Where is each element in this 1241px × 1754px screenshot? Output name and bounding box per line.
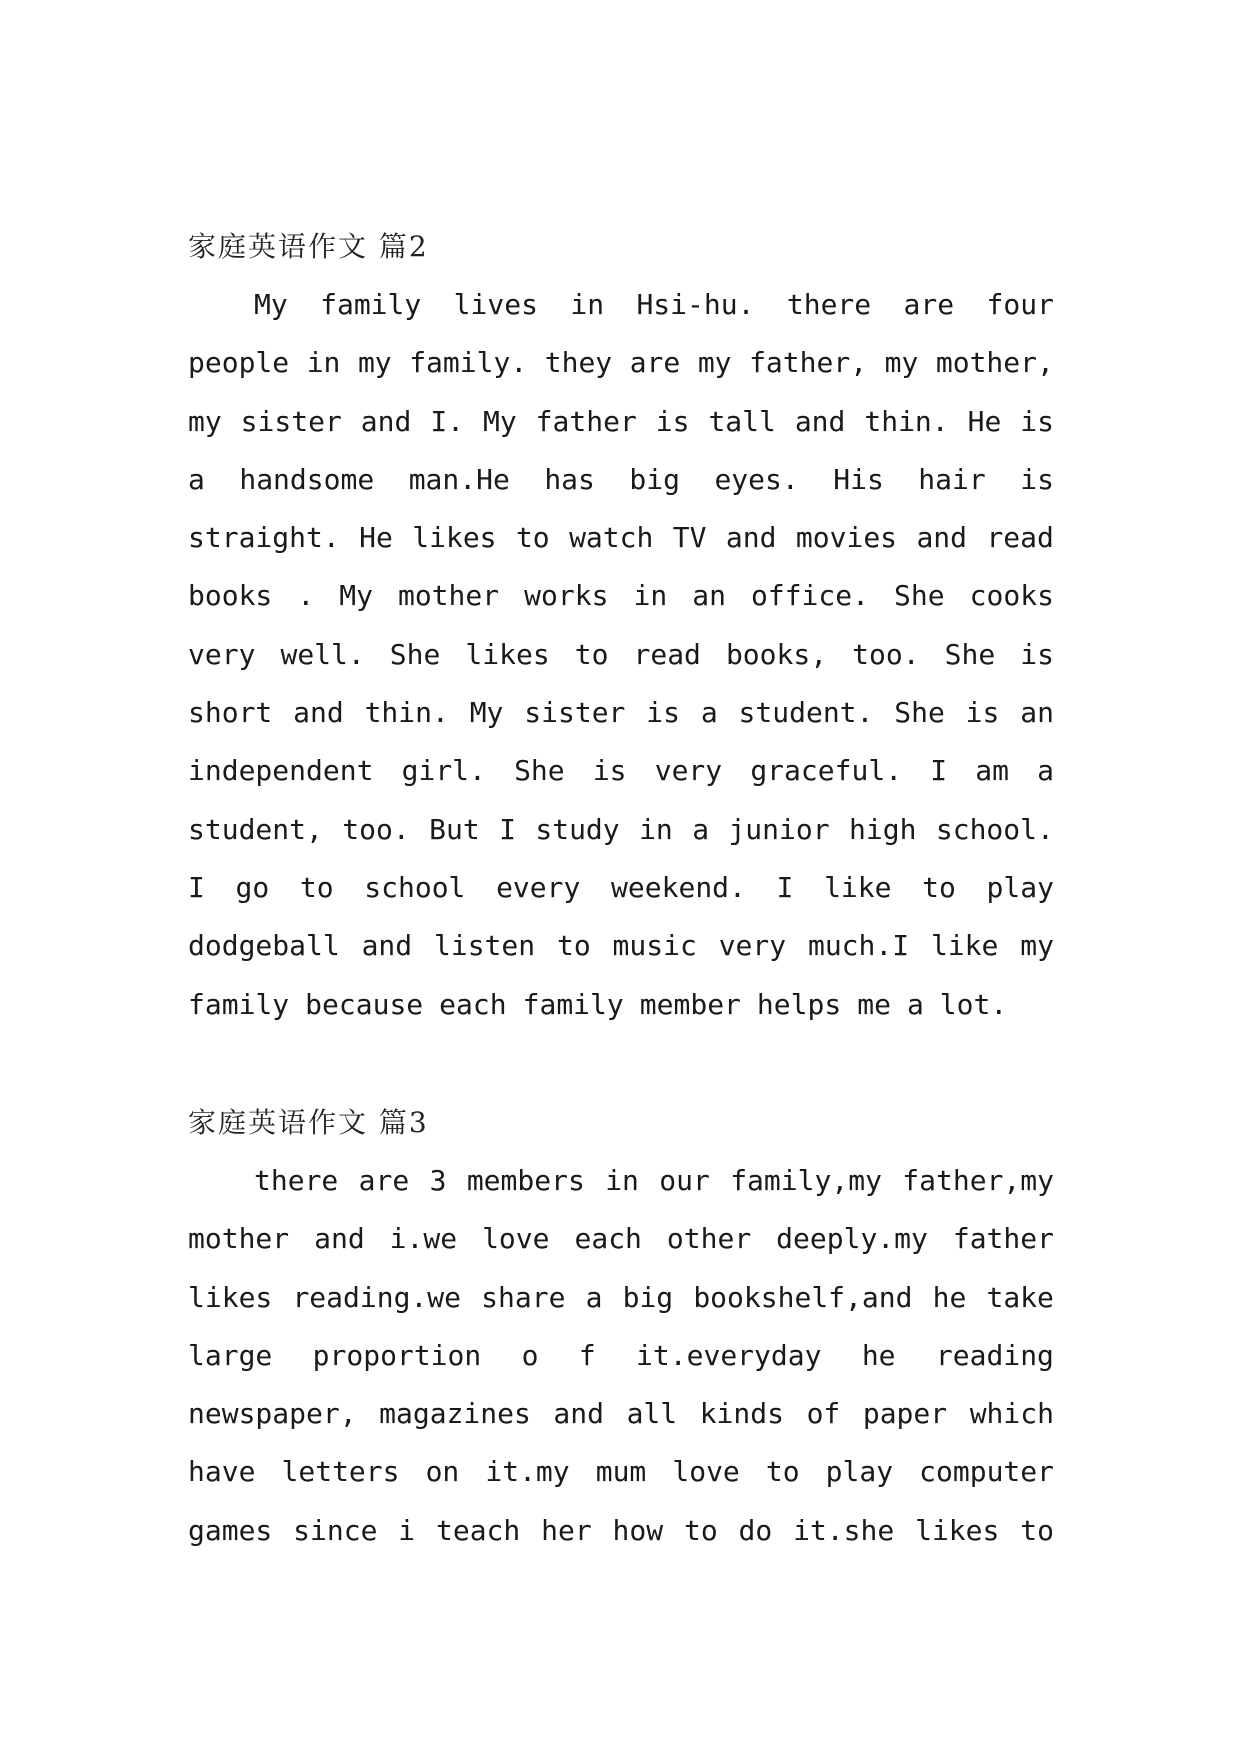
- word: family.: [409, 346, 528, 380]
- word: to: [574, 637, 609, 671]
- word: TV: [672, 521, 707, 555]
- word: very: [188, 637, 256, 671]
- word: mother,: [935, 346, 1054, 380]
- essay-section-3: [188, 1094, 1054, 1560]
- word: likes: [412, 521, 497, 555]
- word: too.: [852, 637, 920, 671]
- word: read: [633, 637, 701, 671]
- word: newspaper,: [188, 1397, 357, 1431]
- word: and: [361, 929, 413, 963]
- word: he: [861, 1338, 896, 1372]
- word: an: [692, 579, 726, 613]
- word: independent: [188, 754, 374, 788]
- word: it.my: [485, 1455, 570, 1489]
- word: large: [188, 1338, 273, 1372]
- paragraph-line: [188, 334, 1054, 392]
- word: I: [776, 870, 794, 904]
- word: in: [633, 579, 668, 613]
- word: lives: [453, 288, 538, 321]
- word: family: [522, 987, 624, 1021]
- word: and: [553, 1397, 604, 1431]
- word: much.I: [807, 929, 910, 963]
- word: because: [305, 987, 424, 1021]
- word: to: [556, 929, 591, 963]
- word: to: [683, 1513, 718, 1547]
- paragraph-line: [188, 859, 1054, 917]
- word: family: [320, 288, 422, 321]
- word: each: [574, 1222, 642, 1256]
- paragraph-line: [188, 1385, 1054, 1443]
- word: She: [389, 637, 441, 671]
- word: have: [188, 1455, 256, 1489]
- word: cooks: [969, 579, 1054, 613]
- word: sister: [240, 404, 342, 438]
- word: likes: [188, 1280, 273, 1314]
- word: each: [439, 987, 507, 1021]
- word: and: [360, 404, 412, 438]
- word: I: [930, 754, 948, 788]
- word: love: [482, 1222, 550, 1256]
- word: a: [585, 1280, 603, 1314]
- word: has: [544, 462, 595, 496]
- word: to: [922, 870, 956, 904]
- word: every: [496, 870, 581, 904]
- word: listen: [433, 929, 536, 963]
- word: in: [639, 812, 673, 846]
- word: to: [765, 1455, 800, 1489]
- word: likes: [465, 637, 550, 671]
- word: are: [903, 288, 955, 321]
- word: She: [944, 637, 996, 671]
- word: is: [965, 696, 1000, 730]
- word: me: [857, 987, 891, 1021]
- word: like: [930, 929, 999, 963]
- word: very: [654, 754, 723, 788]
- word: my: [697, 346, 732, 380]
- word: sister: [524, 696, 626, 730]
- word: to: [299, 870, 334, 904]
- word: my: [188, 404, 222, 438]
- word: it.she: [793, 1513, 895, 1547]
- word: school.: [935, 812, 1054, 846]
- word: My: [339, 579, 373, 613]
- word: an: [1020, 696, 1054, 730]
- word: is: [1020, 462, 1054, 496]
- word: a: [188, 462, 205, 496]
- word: and: [293, 696, 344, 730]
- word: a: [1037, 754, 1054, 788]
- word: handsome: [239, 462, 375, 496]
- word: books: [188, 579, 273, 613]
- word: watch: [569, 521, 654, 555]
- word: My: [254, 288, 288, 321]
- word: magazines: [379, 1397, 531, 1431]
- word: they: [544, 346, 613, 380]
- word: i: [398, 1513, 416, 1547]
- section-heading: 家庭英语作文 篇3: [188, 1106, 429, 1139]
- word: a: [906, 987, 924, 1021]
- paragraph-line: [188, 393, 1054, 451]
- word: Hsi-hu.: [636, 288, 755, 321]
- paragraph-line: [188, 626, 1054, 684]
- word: father: [535, 404, 637, 438]
- word: very: [718, 929, 787, 963]
- word: and: [794, 404, 846, 438]
- paragraph-line: [188, 1327, 1054, 1385]
- paragraph-line: [188, 917, 1054, 975]
- word: student,: [188, 812, 323, 846]
- word: lot.: [939, 987, 1008, 1021]
- word: it.everyday: [636, 1338, 822, 1372]
- word: movies: [795, 521, 898, 555]
- word: He: [359, 521, 393, 555]
- word: helps: [756, 987, 842, 1021]
- word: take: [986, 1280, 1054, 1314]
- word: do: [738, 1513, 773, 1547]
- word: hair: [918, 462, 986, 496]
- word: big: [629, 462, 680, 496]
- word: my: [1020, 929, 1054, 963]
- word: all: [626, 1397, 678, 1431]
- word: paper: [862, 1397, 948, 1431]
- word: how: [612, 1513, 664, 1547]
- word: father: [952, 1222, 1054, 1256]
- word: I: [188, 870, 205, 904]
- paragraph-line: [188, 1152, 1054, 1210]
- paragraph-line: [188, 1502, 1054, 1560]
- word: in: [570, 288, 605, 321]
- word: love: [672, 1455, 740, 1489]
- word: My: [469, 696, 504, 730]
- word: My: [482, 404, 517, 438]
- word: which: [969, 1397, 1054, 1431]
- word: tall: [708, 404, 776, 438]
- word: books,: [725, 637, 828, 671]
- word: go: [235, 870, 270, 904]
- word: are: [629, 346, 681, 380]
- word: on: [425, 1455, 460, 1489]
- word: to: [515, 521, 550, 555]
- word: share: [481, 1280, 566, 1314]
- word: office.: [750, 579, 869, 613]
- word: is: [1020, 404, 1054, 438]
- word: I: [499, 812, 516, 846]
- word: four: [986, 288, 1054, 321]
- word: high: [849, 812, 917, 846]
- word: of: [806, 1397, 841, 1431]
- word: straight.: [188, 521, 340, 555]
- word: His: [833, 462, 884, 496]
- word: and: [314, 1222, 365, 1256]
- word: teach: [435, 1513, 521, 1547]
- paragraph-line: [188, 684, 1054, 742]
- word: in: [306, 346, 341, 380]
- word: and: [725, 521, 777, 555]
- word: like: [824, 870, 892, 904]
- word: father,my: [902, 1164, 1054, 1197]
- word: to: [1020, 1513, 1054, 1547]
- paragraph-line: [188, 801, 1054, 859]
- word: read: [986, 521, 1054, 555]
- paragraph-line: [188, 742, 1054, 800]
- word: family: [188, 987, 290, 1021]
- paragraph-line: [188, 567, 1054, 625]
- word: play: [986, 870, 1054, 904]
- essay-body: [188, 1152, 1054, 1560]
- paragraph-line: [188, 509, 1054, 567]
- word: a: [692, 812, 710, 846]
- word: are: [358, 1164, 410, 1197]
- paragraph-line: [188, 276, 1054, 334]
- word: weekend.: [611, 870, 746, 904]
- word: school: [364, 870, 466, 904]
- word: our: [659, 1164, 710, 1197]
- word: mother: [397, 579, 500, 613]
- word: likes: [915, 1513, 1000, 1547]
- word: computer: [919, 1455, 1054, 1489]
- word: short: [188, 696, 273, 730]
- word: thin.: [864, 404, 949, 438]
- word: is: [592, 754, 627, 788]
- word: since: [293, 1513, 378, 1547]
- word: a: [700, 696, 718, 730]
- paragraph-line: [188, 451, 1054, 509]
- word: other: [666, 1222, 752, 1256]
- word: big: [622, 1280, 674, 1314]
- word: man.He: [408, 462, 510, 496]
- word: member: [639, 987, 741, 1021]
- word: well.: [280, 637, 365, 671]
- word: proportion: [312, 1338, 482, 1372]
- word: .: [297, 579, 315, 613]
- word: family,my: [730, 1164, 882, 1197]
- word: there: [254, 1164, 339, 1197]
- word: is: [646, 696, 680, 730]
- word: there: [786, 288, 872, 321]
- word: graceful.: [750, 754, 903, 788]
- word: She: [894, 696, 945, 730]
- word: games: [188, 1513, 273, 1547]
- word: student.: [738, 696, 874, 730]
- paragraph-line: [188, 1269, 1054, 1327]
- word: He: [967, 404, 1002, 438]
- word: junior: [728, 812, 830, 846]
- paragraph-line: [188, 1443, 1054, 1501]
- word: I.: [430, 404, 465, 438]
- word: dodgeball: [188, 929, 340, 963]
- word: eyes.: [714, 462, 799, 496]
- word: deeply.my: [776, 1222, 928, 1256]
- word: people: [188, 346, 290, 380]
- word: my: [357, 346, 392, 380]
- word: She: [894, 579, 945, 613]
- word: kinds: [699, 1397, 784, 1431]
- word: study: [535, 812, 620, 846]
- word: 3: [429, 1164, 447, 1197]
- paragraph-line: [188, 1210, 1054, 1268]
- paragraph-line: [188, 976, 1054, 1034]
- word: bookshelf,and: [693, 1280, 913, 1314]
- word: is: [1020, 637, 1054, 671]
- word: f: [578, 1338, 596, 1372]
- word: girl.: [401, 754, 486, 788]
- word: works: [524, 579, 609, 613]
- word: too.: [342, 812, 410, 846]
- section-heading: 家庭英语作文 篇2: [188, 230, 429, 263]
- word: mother: [188, 1222, 290, 1256]
- word: music: [612, 929, 697, 963]
- word: o: [521, 1338, 539, 1372]
- word: mum: [595, 1455, 647, 1489]
- word: reading.we: [292, 1280, 462, 1314]
- word: members: [466, 1164, 585, 1197]
- word: am: [975, 754, 1009, 788]
- essay-body: [188, 276, 1054, 1034]
- word: play: [825, 1455, 894, 1489]
- word: But: [429, 812, 480, 846]
- word: reading: [935, 1338, 1054, 1372]
- word: and: [916, 521, 968, 555]
- word: her: [541, 1513, 592, 1547]
- word: in: [605, 1164, 639, 1197]
- word: he: [932, 1280, 967, 1314]
- word: i.we: [389, 1222, 458, 1256]
- word: letters: [281, 1455, 400, 1489]
- word: thin.: [364, 696, 449, 730]
- essay-section-2: [188, 218, 1054, 1034]
- word: She: [514, 754, 565, 788]
- word: my: [884, 346, 919, 380]
- word: is: [655, 404, 690, 438]
- word: father,: [749, 346, 868, 380]
